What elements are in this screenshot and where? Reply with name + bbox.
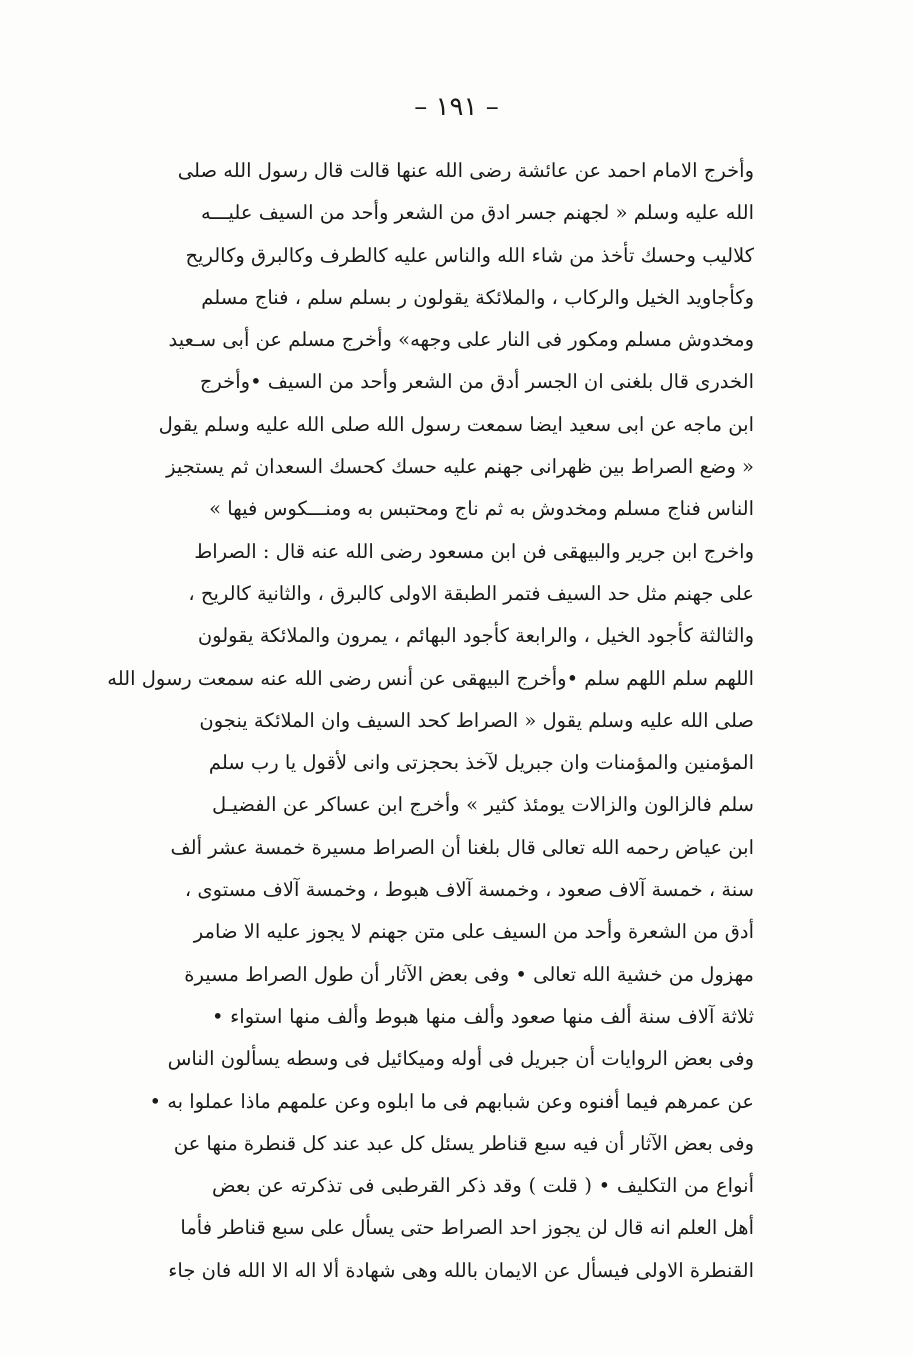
text-line: والثالثة كأجود الخيل ، والرابعة كأجود البهائم ، يمرون والملائكة يقولون bbox=[197, 624, 754, 648]
text-line: مهزول من خشية الله تعالى • وفى بعض الآثار أن طول الصراط مسيرة bbox=[184, 962, 754, 986]
text-line: واخرج ابن جرير والبيهقى فن ابن مسعود رضى الله عنه قال : الصراط bbox=[194, 539, 754, 563]
text-line: الخدرى قال بلغنى ان الجسر أدق من الشعر وأحد من السيف •وأخرج bbox=[199, 370, 754, 394]
page-number: – ١٩١ – bbox=[414, 92, 499, 122]
text-line: المؤمنين والمؤمنات وان جبريل لآخذ بحجزتى وانى لأقول يا رب سلم bbox=[208, 751, 754, 775]
text-line: وأخرج الامام احمد عن عائشة رضى الله عنها قالت قال رسول الله صلى bbox=[177, 159, 754, 182]
text-line: « وضع الصراط بين ظهرانى جهنم عليه حسك كحسك السعدان ثم يستجيز bbox=[166, 455, 754, 479]
text-line: وفى بعض الآثار أن فيه سبع قناطر يسئل كل عبد عند كل قنطرة منها عن bbox=[173, 1131, 754, 1155]
text-line: وفى بعض الروايات أن جبريل فى أوله وميكائيل فى وسطه يسألون الناس bbox=[167, 1047, 754, 1071]
text-line: سنة ، خمسة آلاف صعود ، وخمسة آلاف هبوط ، وخمسة آلاف مستوى ، bbox=[184, 878, 754, 902]
text-line: القنطرة الاولى فيسأل عن الايمان بالله وهى شهادة ألا اله الا الله فان جاء bbox=[168, 1258, 754, 1282]
text-line: وكأجاويد الخيل والركاب ، والملائكة يقولون ر بسلم سلم ، فناج مسلم bbox=[201, 285, 754, 309]
text-line: صلى الله عليه وسلم يقول « الصراط كحد السيف وان الملائكة ينجون bbox=[199, 708, 754, 732]
body-text bbox=[107, 150, 754, 1292]
text-line: عن عمرهم فيما أفنوه وعن شبابهم فى ما ابلوه وعن علمهم ماذا عملوا به • bbox=[149, 1089, 754, 1113]
text-line: اللهم سلم اللهم سلم •وأخرج البيهقى عن أنس رضى الله عنه سمعت رسول الله bbox=[107, 666, 754, 690]
text-line: ابن عياض رحمه الله تعالى قال بلغنا أن الصراط مسيرة خمسة عشر ألف bbox=[170, 835, 754, 859]
text-line: ثلاثة آلاف سنة ألف منها صعود وألف منها هبوط وألف منها استواء • bbox=[212, 1004, 754, 1028]
text-line: سلم فالزالون والزالات يومئذ كثير » وأخرج ابن عساكر عن الفضيـل bbox=[212, 793, 754, 817]
text-line: الناس فناج مسلم ومخدوش به ثم ناج ومحتبس به ومنـــكوس فيها » bbox=[209, 497, 754, 521]
text-line: على جهنم مثل حد السيف فتمر الطبقة الاولى كالبرق ، والثانية كالريح ، bbox=[188, 581, 754, 605]
text-line: أنواع من التكليف • ( قلت ) وقد ذكر القرطبى فى تذكرته عن بعض bbox=[212, 1174, 754, 1198]
text-line: ومخدوش مسلم ومكور فى النار على وجهه» وأخرج مسلم عن أبى سـعيد bbox=[168, 328, 754, 352]
text-line: ابن ماجه عن ابى سعيد ايضا سمعت رسول الله صلى الله عليه وسلم يقول bbox=[158, 412, 754, 436]
text-line: كلاليب وحسك تأخذ من شاء الله والناس عليه كالطرف وكالبرق وكالريح bbox=[185, 243, 754, 267]
text-line: أهل العلم انه قال لن يجوز احد الصراط حتى يسأل على سبع قناطر فأما bbox=[180, 1216, 754, 1240]
text-line: الله عليه وسلم « لجهنم جسر ادق من الشعر وأحد من السيف عليـــه bbox=[200, 201, 754, 225]
text-line: أدق من الشعرة وأحد من السيف على متن جهنم لا يجوز عليه الا ضامر bbox=[193, 920, 754, 944]
